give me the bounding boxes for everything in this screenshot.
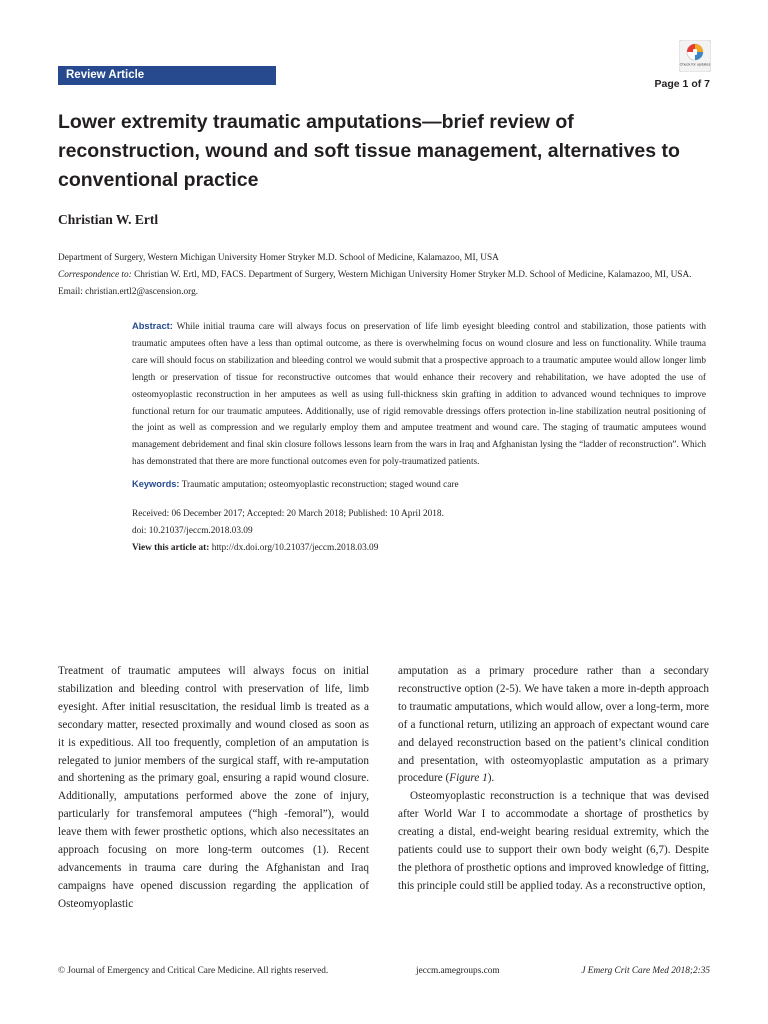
body-left-column xyxy=(58,663,369,914)
article-type-label: Review Article xyxy=(66,69,145,81)
check-for-updates-label: Check for updates xyxy=(679,62,711,67)
doi[interactable]: doi: 10.21037/jeccm.2018.03.09 xyxy=(132,525,253,536)
correspondence-text: Christian W. Ertl, MD, FACS. Department of Surgery, Western Michigan University Homer Stryker M.D. School of Medicine, Kalamazoo, MI, USA. Email: christian.ertl2@ascension.org. xyxy=(58,270,692,297)
view-article-label: View this article at: xyxy=(132,542,210,553)
keywords-label: Keywords: xyxy=(132,479,180,490)
body-text: ). xyxy=(487,772,495,785)
abstract xyxy=(132,318,706,471)
body-paragraph: Treatment of traumatic amputees will always focus on initial stabilization and bleeding control with preservation of life, limb eyesight. After initial resuscitation, the residual limb is treated as a secondary matter, resected proximally and wound closed as soon as it is expeditious. All too frequently, completion of an amputation is relegated to junior members of the surgical staff, with re-amputation and shortening as the primary goal, ensuring a rapid wound closure. Additionally, amputations performed above the zone of injury, particularly for transfemoral amputees (“high -femoral”), would leave them with fewer prosthetic options, which also necessitates an approach focusing on more long-term outcomes (1). Recent advancements in trauma care during the Afghanistan and Iraq campaigns have opened discussion regarding the application of Osteomyoplastic xyxy=(58,665,369,910)
abstract-label: Abstract: xyxy=(132,321,173,331)
author-name: Christian W. Ertl xyxy=(58,212,159,227)
correspondence-label: Correspondence to: xyxy=(58,270,132,280)
body-paragraph xyxy=(398,663,709,788)
article-type-banner xyxy=(58,66,276,85)
figure-1-link[interactable]: Figure 1 xyxy=(449,772,488,785)
body-text: amputation as a primary procedure rather than a secondary reconstructive option (2-5). We have taken a more in-depth approach to traumatic amputations, which would allow, over a long-term, more of a functional return, utilizing an approach of expectant wound care and delayed reconstruction based on the patient’s clinical condition and presentation, with osteomyoplastic amputation as a primary procedure ( xyxy=(398,665,709,785)
correspondence xyxy=(58,267,718,301)
footer-citation: J Emerg Crit Care Med 2018;2:35 xyxy=(581,966,710,976)
abstract-section xyxy=(132,318,706,557)
footer-site-link[interactable]: jeccm.amegroups.com xyxy=(416,966,500,976)
page-number: Page 1 of 7 xyxy=(654,78,710,90)
view-article-link[interactable]: http://dx.doi.org/10.21037/jeccm.2018.03.09 xyxy=(211,542,379,553)
keywords-text: Traumatic amputation; osteomyoplastic reconstruction; staged wound care xyxy=(181,480,459,491)
affiliation: Department of Surgery, Western Michigan University Homer Stryker M.D. School of Medicine, Kalamazoo, MI, USA xyxy=(58,253,499,263)
article-title: Lower extremity traumatic amputations—brief review of reconstruction, wound and soft tissue management, alternatives to conventional practice xyxy=(58,111,680,191)
keywords xyxy=(132,476,706,494)
body-paragraph: Osteomyoplastic reconstruction is a technique that was devised after World War I to accommodate a shortage of prosthetics by creating a distal, end-weight bearing residual extremity, which the patients could use to support their own body weight (6,7). Despite the plethora of prosthetic options and improved knowledge of fitting, this principle could still be applied today. As a reconstructive option, xyxy=(398,790,709,892)
publication-dates: Received: 06 December 2017; Accepted: 20 March 2018; Published: 10 April 2018. xyxy=(132,509,444,520)
affiliation-block xyxy=(58,250,718,301)
body-right-column xyxy=(398,663,709,896)
view-article xyxy=(132,540,706,557)
abstract-text: While initial trauma care will always focus on preservation of life limb eyesight bleeding control and stabilization, those patients with traumatic amputees often have a less than optimal outcome, as there is overwhelming focus on wound closure and less on functionality. While trauma care will should focus on stabilization and bleeding control we would submit that a prospective approach to a traumatic amputee would allow longer limb length or preservation of tissue for reconstructive outcomes that would enhance their recovery and rehabilitation, we have adopted the use of osteomyoplastic reconstruction in her amputees as well as using full-thickness skin grafting in addition to advanced wound techniques to improve functional return for our traumatic amputees. Additionally, use of rigid removable dressings offers protection in-line stabilization neutral positioning of the joint as well as compression and we regularly employ them and amputee treatment and wound care. The staging of traumatic amputees wound management debridement and final skin closure follows lessons learn from the wars in Iraq and Afghanistan lysing the “ladder of reconstruction”. Which has demonstrated that there are more functional outcomes even for poly-traumatized patients. xyxy=(132,322,706,468)
check-for-updates-icon[interactable] xyxy=(679,40,711,72)
footer-copyright: © Journal of Emergency and Critical Care Medicine. All rights reserved. xyxy=(58,966,329,976)
